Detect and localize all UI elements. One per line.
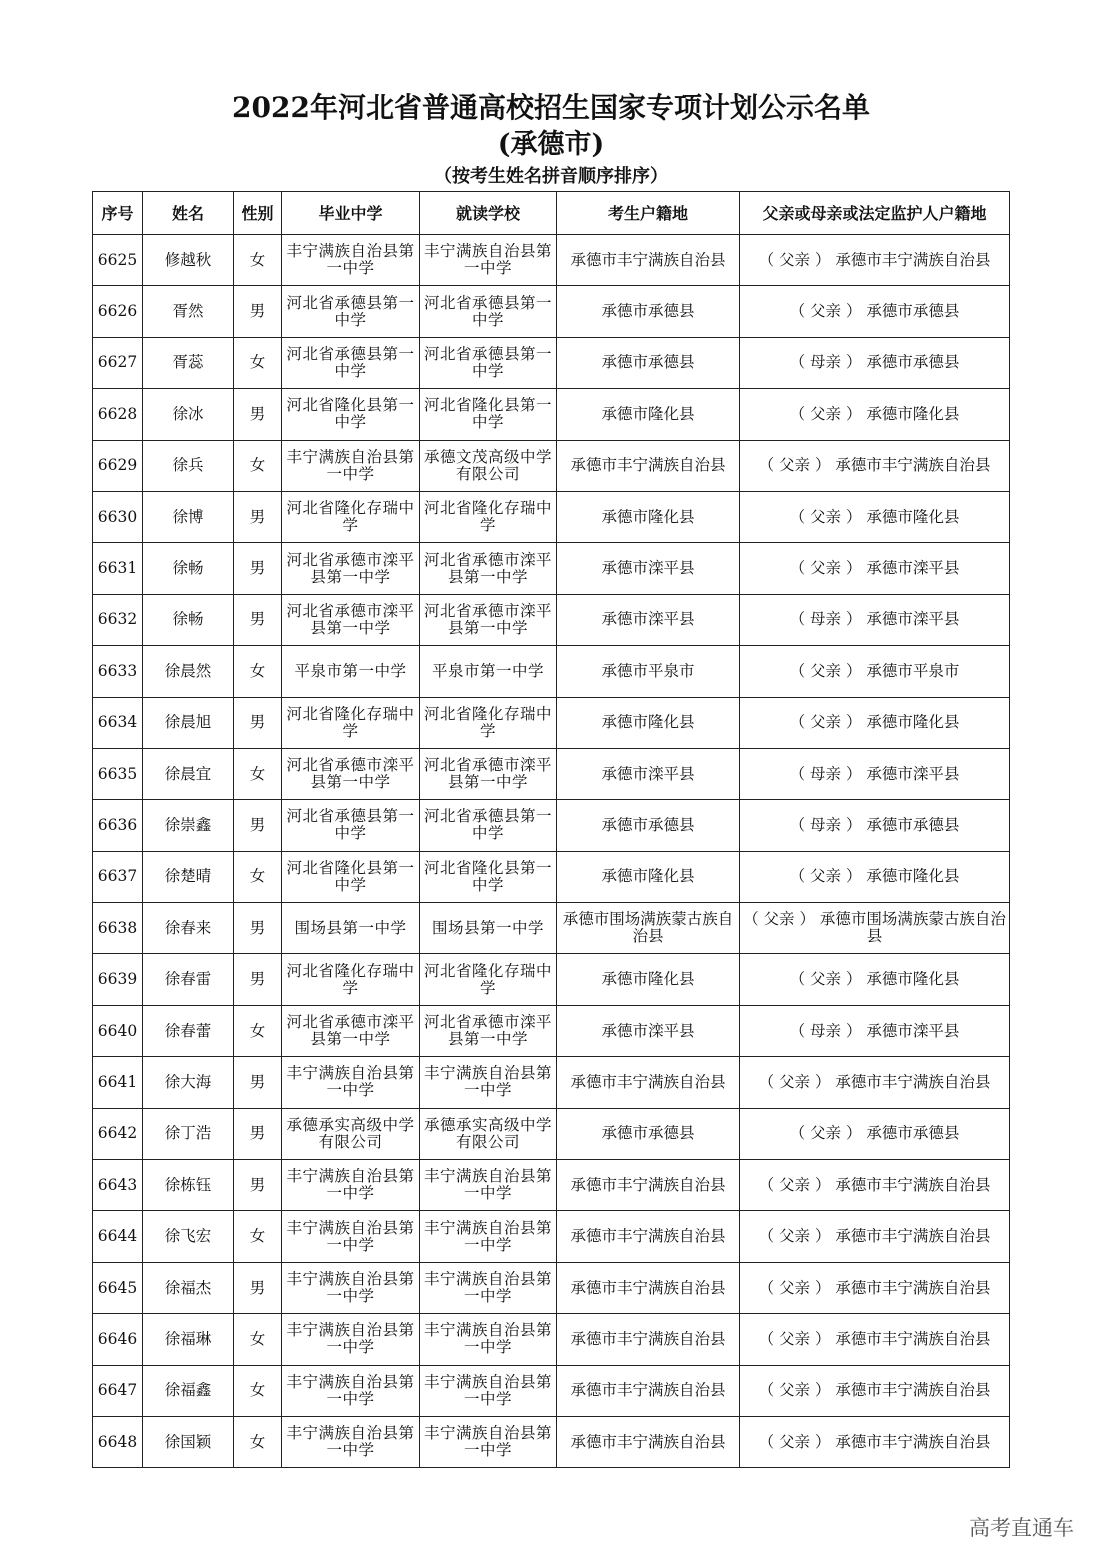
cell-gender: 女 [234, 748, 282, 799]
table-header [93, 192, 1010, 235]
cell-hukou: 承德市隆化县 [557, 851, 740, 902]
cell-guardian-hukou: （ 父亲 ） 承德市隆化县 [740, 851, 1010, 902]
cell-hukou: 承德市滦平县 [557, 543, 740, 594]
cell-seq: 6640 [93, 1005, 143, 1056]
cell-guardian-hukou: （ 母亲 ） 承德市滦平县 [740, 594, 1010, 645]
table-row [93, 748, 1010, 799]
cell-gender: 男 [234, 800, 282, 851]
cell-guardian-hukou: （ 母亲 ） 承德市滦平县 [740, 748, 1010, 799]
cell-grad-school: 丰宁满族自治县第一中学 [282, 440, 420, 491]
cell-seq: 6639 [93, 954, 143, 1005]
cell-current-school: 河北省承德市滦平县第一中学 [420, 594, 557, 645]
cell-hukou: 承德市承德县 [557, 337, 740, 388]
cell-gender: 男 [234, 491, 282, 542]
cell-current-school: 河北省隆化存瑞中学 [420, 697, 557, 748]
cell-guardian-hukou: （ 父亲 ） 承德市丰宁满族自治县 [740, 1211, 1010, 1262]
cell-grad-school: 河北省隆化县第一中学 [282, 851, 420, 902]
cell-guardian-hukou: （ 父亲 ） 承德市丰宁满族自治县 [740, 235, 1010, 286]
cell-name: 徐丁浩 [143, 1108, 234, 1159]
cell-gender: 男 [234, 954, 282, 1005]
cell-name: 徐畅 [143, 594, 234, 645]
city-subtitle: (承德市) [497, 129, 605, 160]
column-header-current-school: 就读学校 [420, 192, 557, 235]
table-row [93, 1314, 1010, 1365]
cell-gender: 男 [234, 1160, 282, 1211]
cell-seq: 6648 [93, 1416, 143, 1467]
table-row [93, 1160, 1010, 1211]
cell-grad-school: 承德承实高级中学有限公司 [282, 1108, 420, 1159]
cell-grad-school: 河北省承德县第一中学 [282, 800, 420, 851]
cell-name: 修越秋 [143, 235, 234, 286]
cell-seq: 6634 [93, 697, 143, 748]
cell-guardian-hukou: （ 父亲 ） 承德市滦平县 [740, 543, 1010, 594]
column-header-grad-school: 毕业中学 [282, 192, 420, 235]
cell-hukou: 承德市滦平县 [557, 1005, 740, 1056]
cell-current-school: 丰宁满族自治县第一中学 [420, 1211, 557, 1262]
cell-current-school: 丰宁满族自治县第一中学 [420, 1365, 557, 1416]
table-row [93, 954, 1010, 1005]
cell-name: 徐春雷 [143, 954, 234, 1005]
cell-current-school: 平泉市第一中学 [420, 646, 557, 697]
cell-gender: 男 [234, 286, 282, 337]
cell-guardian-hukou: （ 父亲 ） 承德市隆化县 [740, 491, 1010, 542]
cell-guardian-hukou: （ 父亲 ） 承德市平泉市 [740, 646, 1010, 697]
cell-gender: 女 [234, 1211, 282, 1262]
cell-seq: 6641 [93, 1057, 143, 1108]
cell-seq: 6636 [93, 800, 143, 851]
table-row [93, 1108, 1010, 1159]
cell-current-school: 丰宁满族自治县第一中学 [420, 1262, 557, 1313]
cell-guardian-hukou: （ 父亲 ） 承德市丰宁满族自治县 [740, 1262, 1010, 1313]
cell-grad-school: 丰宁满族自治县第一中学 [282, 1314, 420, 1365]
table-row [93, 1057, 1010, 1108]
cell-seq: 6643 [93, 1160, 143, 1211]
table-row [93, 337, 1010, 388]
table-row [93, 851, 1010, 902]
cell-grad-school: 河北省隆化存瑞中学 [282, 697, 420, 748]
cell-gender: 男 [234, 594, 282, 645]
cell-grad-school: 丰宁满族自治县第一中学 [282, 235, 420, 286]
cell-seq: 6632 [93, 594, 143, 645]
cell-name: 胥蕊 [143, 337, 234, 388]
cell-gender: 女 [234, 646, 282, 697]
cell-gender: 女 [234, 851, 282, 902]
cell-guardian-hukou: （ 父亲 ） 承德市承德县 [740, 286, 1010, 337]
cell-name: 徐福杰 [143, 1262, 234, 1313]
table-row [93, 440, 1010, 491]
cell-gender: 女 [234, 1365, 282, 1416]
cell-seq: 6629 [93, 440, 143, 491]
header-row [93, 192, 1010, 235]
cell-name: 徐晨宜 [143, 748, 234, 799]
cell-seq: 6631 [93, 543, 143, 594]
cell-current-school: 河北省隆化存瑞中学 [420, 954, 557, 1005]
watermark: 高考直通车 [969, 1516, 1074, 1540]
cell-guardian-hukou: （ 父亲 ） 承德市隆化县 [740, 389, 1010, 440]
cell-gender: 男 [234, 389, 282, 440]
cell-gender: 女 [234, 337, 282, 388]
document-header [0, 88, 1102, 192]
cell-name: 徐栋钰 [143, 1160, 234, 1211]
cell-grad-school: 丰宁满族自治县第一中学 [282, 1211, 420, 1262]
cell-hukou: 承德市滦平县 [557, 594, 740, 645]
cell-grad-school: 平泉市第一中学 [282, 646, 420, 697]
cell-name: 徐福鑫 [143, 1365, 234, 1416]
cell-hukou: 承德市隆化县 [557, 697, 740, 748]
cell-seq: 6625 [93, 235, 143, 286]
cell-name: 徐晨旭 [143, 697, 234, 748]
table-row [93, 286, 1010, 337]
cell-grad-school: 河北省隆化存瑞中学 [282, 491, 420, 542]
cell-guardian-hukou: （ 父亲 ） 承德市承德县 [740, 1108, 1010, 1159]
cell-gender: 男 [234, 1057, 282, 1108]
cell-guardian-hukou: （ 父亲 ） 承德市丰宁满族自治县 [740, 1057, 1010, 1108]
cell-seq: 6645 [93, 1262, 143, 1313]
cell-guardian-hukou: （ 父亲 ） 承德市围场满族蒙古族自治县 [740, 903, 1010, 954]
cell-name: 徐晨然 [143, 646, 234, 697]
cell-seq: 6646 [93, 1314, 143, 1365]
cell-seq: 6627 [93, 337, 143, 388]
cell-grad-school: 河北省承德县第一中学 [282, 337, 420, 388]
cell-gender: 男 [234, 903, 282, 954]
cell-name: 徐春来 [143, 903, 234, 954]
document-title: 2022年河北省普通高校招生国家专项计划公示名单 [232, 91, 870, 124]
cell-gender: 女 [234, 440, 282, 491]
roster-table [92, 191, 1010, 1468]
cell-grad-school: 丰宁满族自治县第一中学 [282, 1057, 420, 1108]
cell-current-school: 河北省隆化县第一中学 [420, 851, 557, 902]
table-row [93, 594, 1010, 645]
cell-hukou: 承德市隆化县 [557, 491, 740, 542]
table-row [93, 543, 1010, 594]
cell-seq: 6635 [93, 748, 143, 799]
cell-grad-school: 河北省承德市滦平县第一中学 [282, 594, 420, 645]
table-row [93, 1211, 1010, 1262]
cell-seq: 6626 [93, 286, 143, 337]
cell-hukou: 承德市丰宁满族自治县 [557, 1365, 740, 1416]
cell-hukou: 承德市丰宁满族自治县 [557, 1262, 740, 1313]
cell-gender: 男 [234, 1108, 282, 1159]
cell-hukou: 承德市丰宁满族自治县 [557, 235, 740, 286]
cell-current-school: 河北省承德县第一中学 [420, 337, 557, 388]
cell-guardian-hukou: （ 母亲 ） 承德市承德县 [740, 337, 1010, 388]
cell-guardian-hukou: （ 父亲 ） 承德市丰宁满族自治县 [740, 1365, 1010, 1416]
column-header-hukou: 考生户籍地 [557, 192, 740, 235]
cell-current-school: 河北省承德市滦平县第一中学 [420, 748, 557, 799]
cell-seq: 6630 [93, 491, 143, 542]
cell-grad-school: 丰宁满族自治县第一中学 [282, 1160, 420, 1211]
cell-name: 徐福琳 [143, 1314, 234, 1365]
cell-current-school: 丰宁满族自治县第一中学 [420, 1314, 557, 1365]
cell-current-school: 承德文茂高级中学有限公司 [420, 440, 557, 491]
cell-current-school: 承德承实高级中学有限公司 [420, 1108, 557, 1159]
cell-name: 徐冰 [143, 389, 234, 440]
cell-hukou: 承德市承德县 [557, 1108, 740, 1159]
table-row [93, 1416, 1010, 1467]
cell-hukou: 承德市丰宁满族自治县 [557, 1416, 740, 1467]
cell-current-school: 河北省承德市滦平县第一中学 [420, 543, 557, 594]
cell-guardian-hukou: （ 母亲 ） 承德市滦平县 [740, 1005, 1010, 1056]
table-row [93, 491, 1010, 542]
cell-name: 徐兵 [143, 440, 234, 491]
table-row [93, 235, 1010, 286]
cell-current-school: 河北省承德县第一中学 [420, 800, 557, 851]
table-row [93, 800, 1010, 851]
cell-hukou: 承德市平泉市 [557, 646, 740, 697]
cell-hukou: 承德市承德县 [557, 286, 740, 337]
cell-seq: 6638 [93, 903, 143, 954]
cell-current-school: 河北省隆化存瑞中学 [420, 491, 557, 542]
table-row [93, 389, 1010, 440]
table-row [93, 1262, 1010, 1313]
cell-name: 徐大海 [143, 1057, 234, 1108]
cell-grad-school: 丰宁满族自治县第一中学 [282, 1416, 420, 1467]
table-row [93, 646, 1010, 697]
cell-seq: 6637 [93, 851, 143, 902]
sort-note: （按考生姓名拼音顺序排序） [434, 166, 668, 187]
cell-grad-school: 河北省隆化县第一中学 [282, 389, 420, 440]
cell-hukou: 承德市丰宁满族自治县 [557, 1160, 740, 1211]
table-row [93, 697, 1010, 748]
cell-hukou: 承德市隆化县 [557, 954, 740, 1005]
cell-name: 胥然 [143, 286, 234, 337]
cell-gender: 女 [234, 235, 282, 286]
cell-hukou: 承德市承德县 [557, 800, 740, 851]
cell-grad-school: 河北省隆化存瑞中学 [282, 954, 420, 1005]
cell-name: 徐春蕾 [143, 1005, 234, 1056]
cell-current-school: 丰宁满族自治县第一中学 [420, 235, 557, 286]
column-header-guardian-hukou: 父亲或母亲或法定监护人户籍地 [740, 192, 1010, 235]
cell-gender: 女 [234, 1416, 282, 1467]
cell-hukou: 承德市滦平县 [557, 748, 740, 799]
table-row [93, 1365, 1010, 1416]
column-header-seq: 序号 [93, 192, 143, 235]
table-row [93, 1005, 1010, 1056]
cell-guardian-hukou: （ 父亲 ） 承德市丰宁满族自治县 [740, 440, 1010, 491]
cell-current-school: 丰宁满族自治县第一中学 [420, 1416, 557, 1467]
cell-current-school: 河北省承德县第一中学 [420, 286, 557, 337]
cell-guardian-hukou: （ 父亲 ） 承德市隆化县 [740, 697, 1010, 748]
cell-hukou: 承德市丰宁满族自治县 [557, 1314, 740, 1365]
cell-gender: 女 [234, 1314, 282, 1365]
cell-seq: 6642 [93, 1108, 143, 1159]
cell-name: 徐楚晴 [143, 851, 234, 902]
cell-name: 徐博 [143, 491, 234, 542]
cell-hukou: 承德市丰宁满族自治县 [557, 1057, 740, 1108]
cell-seq: 6647 [93, 1365, 143, 1416]
cell-guardian-hukou: （ 父亲 ） 承德市丰宁满族自治县 [740, 1416, 1010, 1467]
cell-gender: 女 [234, 1005, 282, 1056]
cell-current-school: 丰宁满族自治县第一中学 [420, 1057, 557, 1108]
cell-grad-school: 河北省承德市滦平县第一中学 [282, 1005, 420, 1056]
cell-current-school: 围场县第一中学 [420, 903, 557, 954]
cell-name: 徐国颖 [143, 1416, 234, 1467]
cell-seq: 6633 [93, 646, 143, 697]
cell-grad-school: 围场县第一中学 [282, 903, 420, 954]
table-row [93, 903, 1010, 954]
cell-gender: 男 [234, 543, 282, 594]
cell-guardian-hukou: （ 父亲 ） 承德市隆化县 [740, 954, 1010, 1005]
cell-hukou: 承德市丰宁满族自治县 [557, 1211, 740, 1262]
cell-grad-school: 丰宁满族自治县第一中学 [282, 1262, 420, 1313]
cell-guardian-hukou: （ 父亲 ） 承德市丰宁满族自治县 [740, 1314, 1010, 1365]
cell-name: 徐崇鑫 [143, 800, 234, 851]
cell-grad-school: 河北省承德县第一中学 [282, 286, 420, 337]
cell-guardian-hukou: （ 母亲 ） 承德市承德县 [740, 800, 1010, 851]
cell-hukou: 承德市围场满族蒙古族自治县 [557, 903, 740, 954]
cell-current-school: 丰宁满族自治县第一中学 [420, 1160, 557, 1211]
cell-seq: 6628 [93, 389, 143, 440]
table-body [93, 235, 1010, 1468]
cell-name: 徐畅 [143, 543, 234, 594]
cell-gender: 男 [234, 697, 282, 748]
cell-grad-school: 河北省承德市滦平县第一中学 [282, 543, 420, 594]
cell-guardian-hukou: （ 父亲 ） 承德市丰宁满族自治县 [740, 1160, 1010, 1211]
cell-hukou: 承德市隆化县 [557, 389, 740, 440]
cell-gender: 男 [234, 1262, 282, 1313]
cell-grad-school: 河北省承德市滦平县第一中学 [282, 748, 420, 799]
column-header-name: 姓名 [143, 192, 234, 235]
cell-name: 徐飞宏 [143, 1211, 234, 1262]
cell-hukou: 承德市丰宁满族自治县 [557, 440, 740, 491]
cell-grad-school: 丰宁满族自治县第一中学 [282, 1365, 420, 1416]
column-header-gender: 性别 [234, 192, 282, 235]
cell-seq: 6644 [93, 1211, 143, 1262]
cell-current-school: 河北省承德市滦平县第一中学 [420, 1005, 557, 1056]
cell-current-school: 河北省隆化县第一中学 [420, 389, 557, 440]
